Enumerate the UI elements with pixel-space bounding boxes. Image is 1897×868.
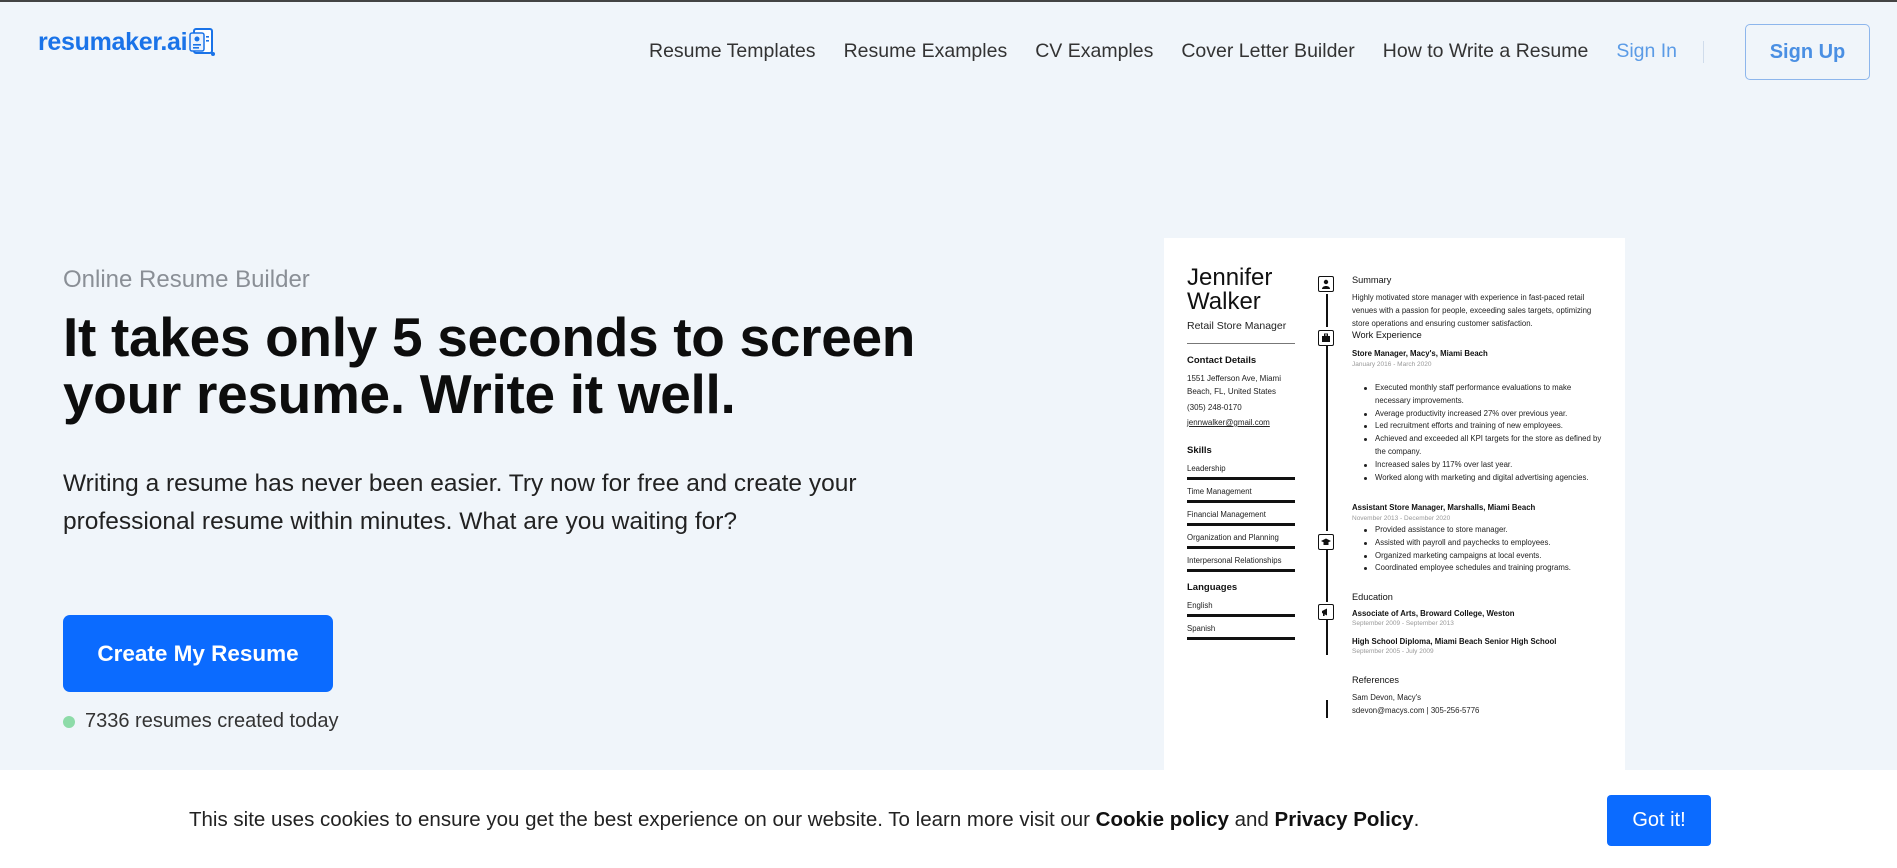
resume-document-icon [189, 27, 217, 57]
list-item: Organized marketing campaigns at local events. [1375, 550, 1605, 563]
skill-label: Interpersonal Relationships [1187, 556, 1282, 565]
cookie-policy-link[interactable]: Cookie policy [1095, 808, 1229, 831]
timeline-line [1326, 346, 1328, 531]
resume-language [1187, 601, 1295, 617]
skill-bar [1187, 569, 1295, 572]
skill-label: Organization and Planning [1187, 533, 1279, 542]
hero-subtext: Writing a resume has never been easier. Try now for free and create your professional resume within minutes. What are you waiting for? [63, 470, 857, 535]
language-label: English [1187, 601, 1213, 610]
resume-skills-heading: Skills [1187, 445, 1212, 456]
resume-skill [1187, 464, 1295, 480]
nav-cv-examples[interactable]: CV Examples [1035, 40, 1154, 62]
nav-resume-templates[interactable]: Resume Templates [649, 40, 816, 62]
resume-summary: Highly motivated store manager with experience in fast-paced retail venues with a passion for people, exceeding sales targets, optimizing store operations and ensuring customer satisfaction. [1352, 293, 1592, 328]
list-item: Increased sales by 117% over last year. [1375, 459, 1605, 472]
cookie-message [189, 808, 1419, 832]
cookie-banner [0, 770, 1897, 868]
graduation-cap-icon [1318, 534, 1334, 550]
timeline-line [1326, 620, 1328, 655]
resume-counter [63, 710, 339, 733]
resume-edu-title: Associate of Arts, Broward College, Weston [1352, 609, 1515, 618]
top-border [0, 0, 1897, 2]
language-bar [1187, 614, 1295, 617]
resume-counter-text: 7336 resumes created today [85, 710, 339, 732]
resume-job-bullets [1375, 524, 1605, 575]
resume-languages-heading: Languages [1187, 582, 1238, 593]
resume-divider [1187, 343, 1295, 344]
sign-in-link[interactable]: Sign In [1616, 40, 1678, 62]
cookie-and-text: and [1228, 808, 1275, 831]
resume-skill [1187, 533, 1295, 549]
list-item: Coordinated employee schedules and training programs. [1375, 562, 1605, 575]
skill-bar [1187, 477, 1295, 480]
timeline-line [1326, 294, 1328, 327]
skill-label: Leadership [1187, 464, 1226, 473]
resume-skill [1187, 556, 1295, 572]
resume-first-name: Jennifer [1187, 264, 1273, 291]
sign-up-button[interactable]: Sign Up [1745, 24, 1870, 80]
resume-preview [1164, 238, 1625, 778]
language-label: Spanish [1187, 624, 1216, 633]
resume-contact-heading: Contact Details [1187, 355, 1257, 366]
resume-work-heading: Work Experience [1352, 330, 1422, 340]
resume-job-title: Assistant Store Manager, Marshalls, Miami Beach [1352, 503, 1536, 512]
resume-skill [1187, 487, 1295, 503]
list-item: Worked along with marketing and digital advertising agencies. [1375, 472, 1605, 485]
resume-role: Retail Store Manager [1187, 320, 1287, 332]
resume-last-name: Walker [1187, 288, 1261, 315]
resume-job-bullets [1375, 382, 1605, 484]
skill-bar [1187, 500, 1295, 503]
skill-label: Time Management [1187, 487, 1252, 496]
list-item: Led recruitment efforts and training of new employees. [1375, 420, 1605, 433]
resume-job-dates: November 2013 - December 2020 [1352, 515, 1451, 522]
list-item: Provided assistance to store manager. [1375, 524, 1605, 537]
timeline-line [1326, 550, 1328, 602]
resume-education-heading: Education [1352, 592, 1393, 602]
resume-job-dates: January 2016 - March 2020 [1352, 361, 1432, 368]
live-status-dot [63, 716, 75, 728]
cookie-accept-button[interactable]: Got it! [1607, 795, 1711, 846]
resume-edu-dates: September 2005 - July 2009 [1352, 648, 1434, 655]
resume-skill [1187, 510, 1295, 526]
create-resume-button[interactable]: Create My Resume [63, 615, 333, 692]
resume-reference-name: Sam Devon, Macy's [1352, 693, 1422, 702]
megaphone-icon [1318, 604, 1334, 620]
nav-divider [1703, 41, 1704, 63]
resume-reference-contact: sdevon@macys.com | 305-256-5776 [1352, 706, 1480, 715]
resume-references-heading: References [1352, 675, 1399, 685]
hero-headline: It takes only 5 seconds to screen your resume. Write it well. [63, 306, 916, 425]
resume-name [1187, 266, 1272, 314]
briefcase-icon [1318, 330, 1334, 346]
cookie-message-text: This site uses cookies to ensure you get the best experience on our website. To learn more visit our [189, 808, 1096, 831]
privacy-policy-link[interactable]: Privacy Policy [1274, 808, 1414, 831]
skill-label: Financial Management [1187, 510, 1266, 519]
resume-language [1187, 624, 1295, 640]
list-item: Achieved and exceeded all KPI targets for the store as defined by the company. [1375, 433, 1605, 459]
skill-bar [1187, 523, 1295, 526]
list-item: Average productivity increased 27% over previous year. [1375, 408, 1605, 421]
cookie-period: . [1413, 808, 1420, 831]
resume-edu-title: High School Diploma, Miami Beach Senior High School [1352, 637, 1557, 646]
main-nav [649, 40, 1732, 63]
hero-eyebrow: Online Resume Builder [63, 266, 310, 293]
language-bar [1187, 637, 1295, 640]
resume-summary-heading: Summary [1352, 275, 1392, 285]
list-item: Assisted with payroll and paychecks to employees. [1375, 537, 1605, 550]
nav-resume-examples[interactable]: Resume Examples [843, 40, 1008, 62]
logo-text: resumaker.ai [38, 28, 188, 56]
person-icon [1318, 276, 1334, 292]
nav-cover-letter-builder[interactable]: Cover Letter Builder [1181, 40, 1355, 62]
resume-edu-dates: September 2009 - September 2013 [1352, 620, 1454, 627]
nav-how-to-write-resume[interactable]: How to Write a Resume [1382, 40, 1589, 62]
resume-phone: (305) 248-0170 [1187, 403, 1242, 412]
timeline-line [1326, 700, 1328, 718]
logo[interactable] [38, 28, 217, 57]
resume-address: 1551 Jefferson Ave, Miami Beach, FL, United States [1187, 374, 1281, 396]
resume-job-title: Store Manager, Macy's, Miami Beach [1352, 349, 1488, 358]
list-item: Executed monthly staff performance evaluations to make necessary improvements. [1375, 382, 1605, 408]
resume-email: jennwalker@gmail.com [1187, 418, 1270, 427]
skill-bar [1187, 546, 1295, 549]
